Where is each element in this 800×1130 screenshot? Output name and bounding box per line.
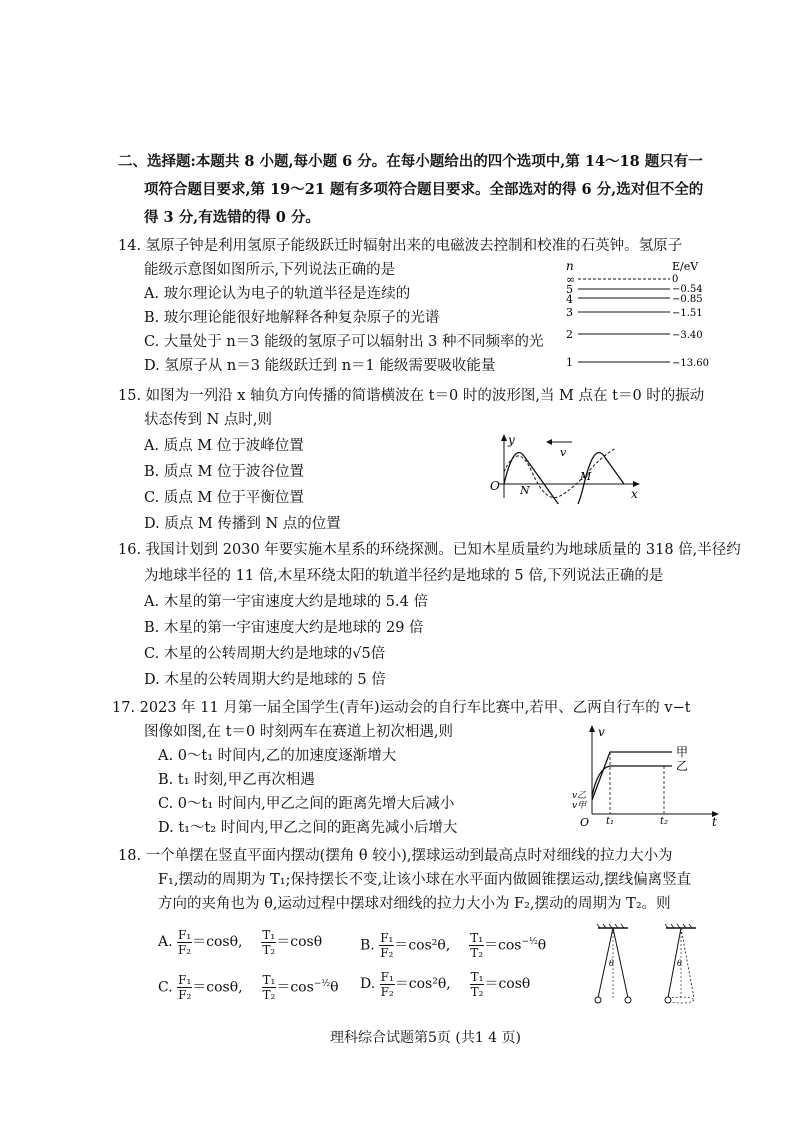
q16-option-c: C. 木星的公转周期大约是地球的√5倍 xyxy=(144,646,386,662)
level-n-1: 1 xyxy=(566,356,573,369)
q15-option-d: D. 质点 M 传播到 N 点的位置 xyxy=(144,516,341,532)
level-e-2: −3.40 xyxy=(672,330,703,341)
pendulum-1-theta: θ xyxy=(609,959,614,968)
q18-c-eq2: ＝cos xyxy=(276,979,314,996)
q18-stem-2: F₁,摆动的周期为 T₁;保持摆长不变,让该小球在水平面内做圆锥摆运动,摆线偏离竖直 xyxy=(158,872,692,888)
point-m-label: M xyxy=(580,470,592,483)
q15-stem-2: 状态传到 N 点时,则 xyxy=(144,412,273,428)
q18-b-frac-t xyxy=(469,931,484,960)
level-e-1: −13.60 xyxy=(672,358,710,369)
vt-v-yi-label: v乙 xyxy=(572,791,587,801)
q17-option-d: D. t₁～t₂ 时间内,甲乙之间的距离先减小后增大 xyxy=(158,820,458,836)
q18-c-f2: F₂ xyxy=(178,988,192,1003)
vt-v-label: v xyxy=(598,725,605,739)
level-n-3: 3 xyxy=(566,306,573,319)
energy-axis-label: E/eV xyxy=(672,260,699,273)
q18-b-eq1: ＝cos²θ, xyxy=(394,937,451,954)
q18-b-theta: θ xyxy=(537,937,547,954)
q16-stem-1: 16. 我国计划到 2030 年要实施木星系的环绕探测。已知木星质量约为地球质量的 318 倍,半径约 xyxy=(118,542,741,558)
section-header-line1: 二、选择题:本题共 8 小题,每小题 6 分。在每小题给出的四个选项中,第 14～18 题只有一 xyxy=(118,153,703,170)
q18-b-label: B. xyxy=(360,937,375,954)
q14-option-c: C. 大量处于 n＝3 能级的氢原子可以辐射出 3 种不同频率的光 xyxy=(144,334,544,350)
vt-line-jia xyxy=(592,752,672,800)
q18-stem-1: 18. 一个单摆在竖直平面内摆动(摆角 θ 较小),摆球运动到最高点时对细线的拉力大小为 xyxy=(118,848,673,864)
q18-a-frac-f xyxy=(177,928,192,957)
q18-b-f1: F₁ xyxy=(380,931,394,946)
q17-stem-2: 图像如图,在 t＝0 时刻两车在赛道上初次相遇,则 xyxy=(144,724,453,740)
level-e-4: −0.85 xyxy=(672,294,703,305)
q18-option-d xyxy=(360,964,530,1004)
q14-stem-2: 能级示意图如图所示,下列说法正确的是 xyxy=(144,262,396,278)
vt-line-yi xyxy=(592,766,672,796)
q18-d-label: D. xyxy=(360,976,376,992)
wave-y-label: y xyxy=(508,433,515,447)
q15-option-a: A. 质点 M 位于波峰位置 xyxy=(144,438,304,454)
energy-level-diagram xyxy=(560,258,720,370)
vt-v-jia-label: v甲 xyxy=(572,801,587,811)
vt-jia-label: 甲 xyxy=(676,745,689,759)
q18-c-t2: T₂ xyxy=(262,988,276,1003)
q18-d-eq1: ＝cos²θ, xyxy=(394,976,451,992)
wave-x-label: x xyxy=(631,487,638,501)
q18-c-frac-f xyxy=(177,973,192,1002)
q17-option-a: A. 0～t₁ 时间内,乙的加速度逐渐增大 xyxy=(158,748,397,764)
page-footer: 理科综合试题第5页 (共1 4 页) xyxy=(330,1030,521,1046)
q18-a-f1: F₁ xyxy=(178,927,192,942)
q18-d-frac-f xyxy=(380,970,395,999)
level-n-2: 2 xyxy=(566,328,573,341)
vt-graph xyxy=(566,722,726,828)
vt-yi-label: 乙 xyxy=(676,759,689,773)
q18-a-label: A. xyxy=(158,934,173,950)
level-e-5: −0.54 xyxy=(672,284,703,295)
level-n-inf: ∞ xyxy=(566,273,576,286)
pendulum-1-string-right xyxy=(613,928,628,998)
q18-b-frac-f xyxy=(379,931,394,960)
q15-stem-1: 15. 如图为一列沿 x 轴负方向传播的简谐横波在 t＝0 时的波形图,当 M 点在 t＝0 时的振动 xyxy=(118,388,705,404)
section-header-line3: 得 3 分,有选错的得 0 分。 xyxy=(144,209,320,226)
q18-c-exponent: −½ xyxy=(313,979,331,989)
q17-option-b: B. t₁ 时刻,甲乙再次相遇 xyxy=(158,772,315,788)
q18-c-t1: T₁ xyxy=(262,973,276,988)
q18-d-f2: F₂ xyxy=(380,984,394,999)
q15-option-c: C. 质点 M 位于平衡位置 xyxy=(144,490,304,506)
q16-option-b: B. 木星的第一宇宙速度大约是地球的 29 倍 xyxy=(144,620,424,636)
q18-c-theta: θ xyxy=(330,979,339,996)
vt-v-arrow xyxy=(589,725,595,732)
q16-option-a: A. 木星的第一宇宙速度大约是地球的 5.4 倍 xyxy=(144,594,428,610)
section-header-line2: 项符合题目要求,第 19～21 题有多项符合题目要求。全部选对的得 6 分,选对但不全的 xyxy=(144,181,704,198)
q18-c-frac-t xyxy=(262,973,277,1002)
q18-a-t1: T₁ xyxy=(262,927,276,942)
vt-t2-label: t₂ xyxy=(660,816,669,827)
q18-a-frac-t xyxy=(261,928,276,957)
pendulum-1-bob-right xyxy=(625,997,631,1003)
pendulum-1-bob-left xyxy=(595,997,601,1003)
q18-d-t1: T₁ xyxy=(470,969,484,984)
q18-a-t2: T₂ xyxy=(262,942,276,957)
q18-b-f2: F₂ xyxy=(380,946,394,961)
q14-option-d: D. 氢原子从 n＝3 能级跃迁到 n＝1 能级需要吸收能量 xyxy=(144,358,496,374)
q18-c-label: C. xyxy=(158,979,173,996)
level-n-4: 4 xyxy=(566,293,573,306)
n-axis-label: n xyxy=(566,259,574,273)
q18-a-eq1: ＝cosθ, xyxy=(192,934,243,950)
wave-graph xyxy=(488,432,648,504)
q14-option-a: A. 玻尔理论认为电子的轨道半径是连续的 xyxy=(144,286,411,302)
q18-d-f1: F₁ xyxy=(380,969,394,984)
q18-a-f2: F₂ xyxy=(178,942,192,957)
q17-option-c: C. 0～t₁ 时间内,甲乙之间的距离先增大后减小 xyxy=(158,796,455,812)
pendulum-2-string-dashed xyxy=(681,928,694,998)
vt-t-label: t xyxy=(712,815,717,828)
q18-option-c xyxy=(158,964,339,1008)
q18-b-t2: T₂ xyxy=(470,946,484,961)
q17-stem-1: 17. 2023 年 11 月第一届全国学生(青年)运动会的自行车比赛中,若甲、乙两自行车的 v−t xyxy=(112,700,691,716)
q15-option-b: B. 质点 M 位于波谷位置 xyxy=(144,464,304,480)
wave-direction-arrowhead xyxy=(546,439,552,445)
q18-b-exponent: −½ xyxy=(521,937,538,947)
q18-d-frac-t xyxy=(470,970,485,999)
q14-option-b: B. 玻尔理论能很好地解释各种复杂原子的光谱 xyxy=(144,310,440,326)
q18-d-t2: T₂ xyxy=(470,984,484,999)
q18-d-eq2: ＝cosθ xyxy=(484,976,531,992)
pendulum-2-theta: θ xyxy=(677,959,682,968)
point-n-label: N xyxy=(520,484,530,497)
q16-stem-2: 为地球半径的 11 倍,木星环绕太阳的轨道半径约是地球的 5 倍,下列说法正确的是 xyxy=(144,568,664,584)
q18-option-a xyxy=(158,922,322,962)
q18-b-t1: T₁ xyxy=(470,931,484,946)
pendulum-2-bob xyxy=(665,997,671,1003)
vt-origin-label: O xyxy=(580,816,590,828)
wave-velocity-label: v xyxy=(560,446,567,459)
wave-origin-label: O xyxy=(490,479,500,493)
level-e-3: −1.51 xyxy=(672,308,703,319)
pendulum-figures xyxy=(584,922,724,1012)
q18-stem-3: 方向的夹角也为 θ,运动过程中摆球对细线的拉力大小为 F₂,摆动的周期为 T₂。则 xyxy=(158,896,671,912)
q18-option-b xyxy=(360,922,546,966)
wave-y-arrow xyxy=(501,434,507,441)
q14-stem-1: 14. 氢原子钟是利用氢原子能级跃迁时辐射出来的电磁波去控制和校准的石英钟。氢原子 xyxy=(118,238,683,254)
q18-c-f1: F₁ xyxy=(178,973,192,988)
level-n-5: 5 xyxy=(566,283,573,296)
level-e-inf: 0 xyxy=(672,274,679,285)
q18-c-eq1: ＝cosθ, xyxy=(192,979,243,996)
q16-option-d: D. 木星的公转周期大约是地球的 5 倍 xyxy=(144,672,386,688)
q18-b-eq2: ＝cos xyxy=(484,937,522,954)
vt-t1-label: t₁ xyxy=(606,816,615,827)
q18-a-eq2: ＝cosθ xyxy=(276,934,323,950)
